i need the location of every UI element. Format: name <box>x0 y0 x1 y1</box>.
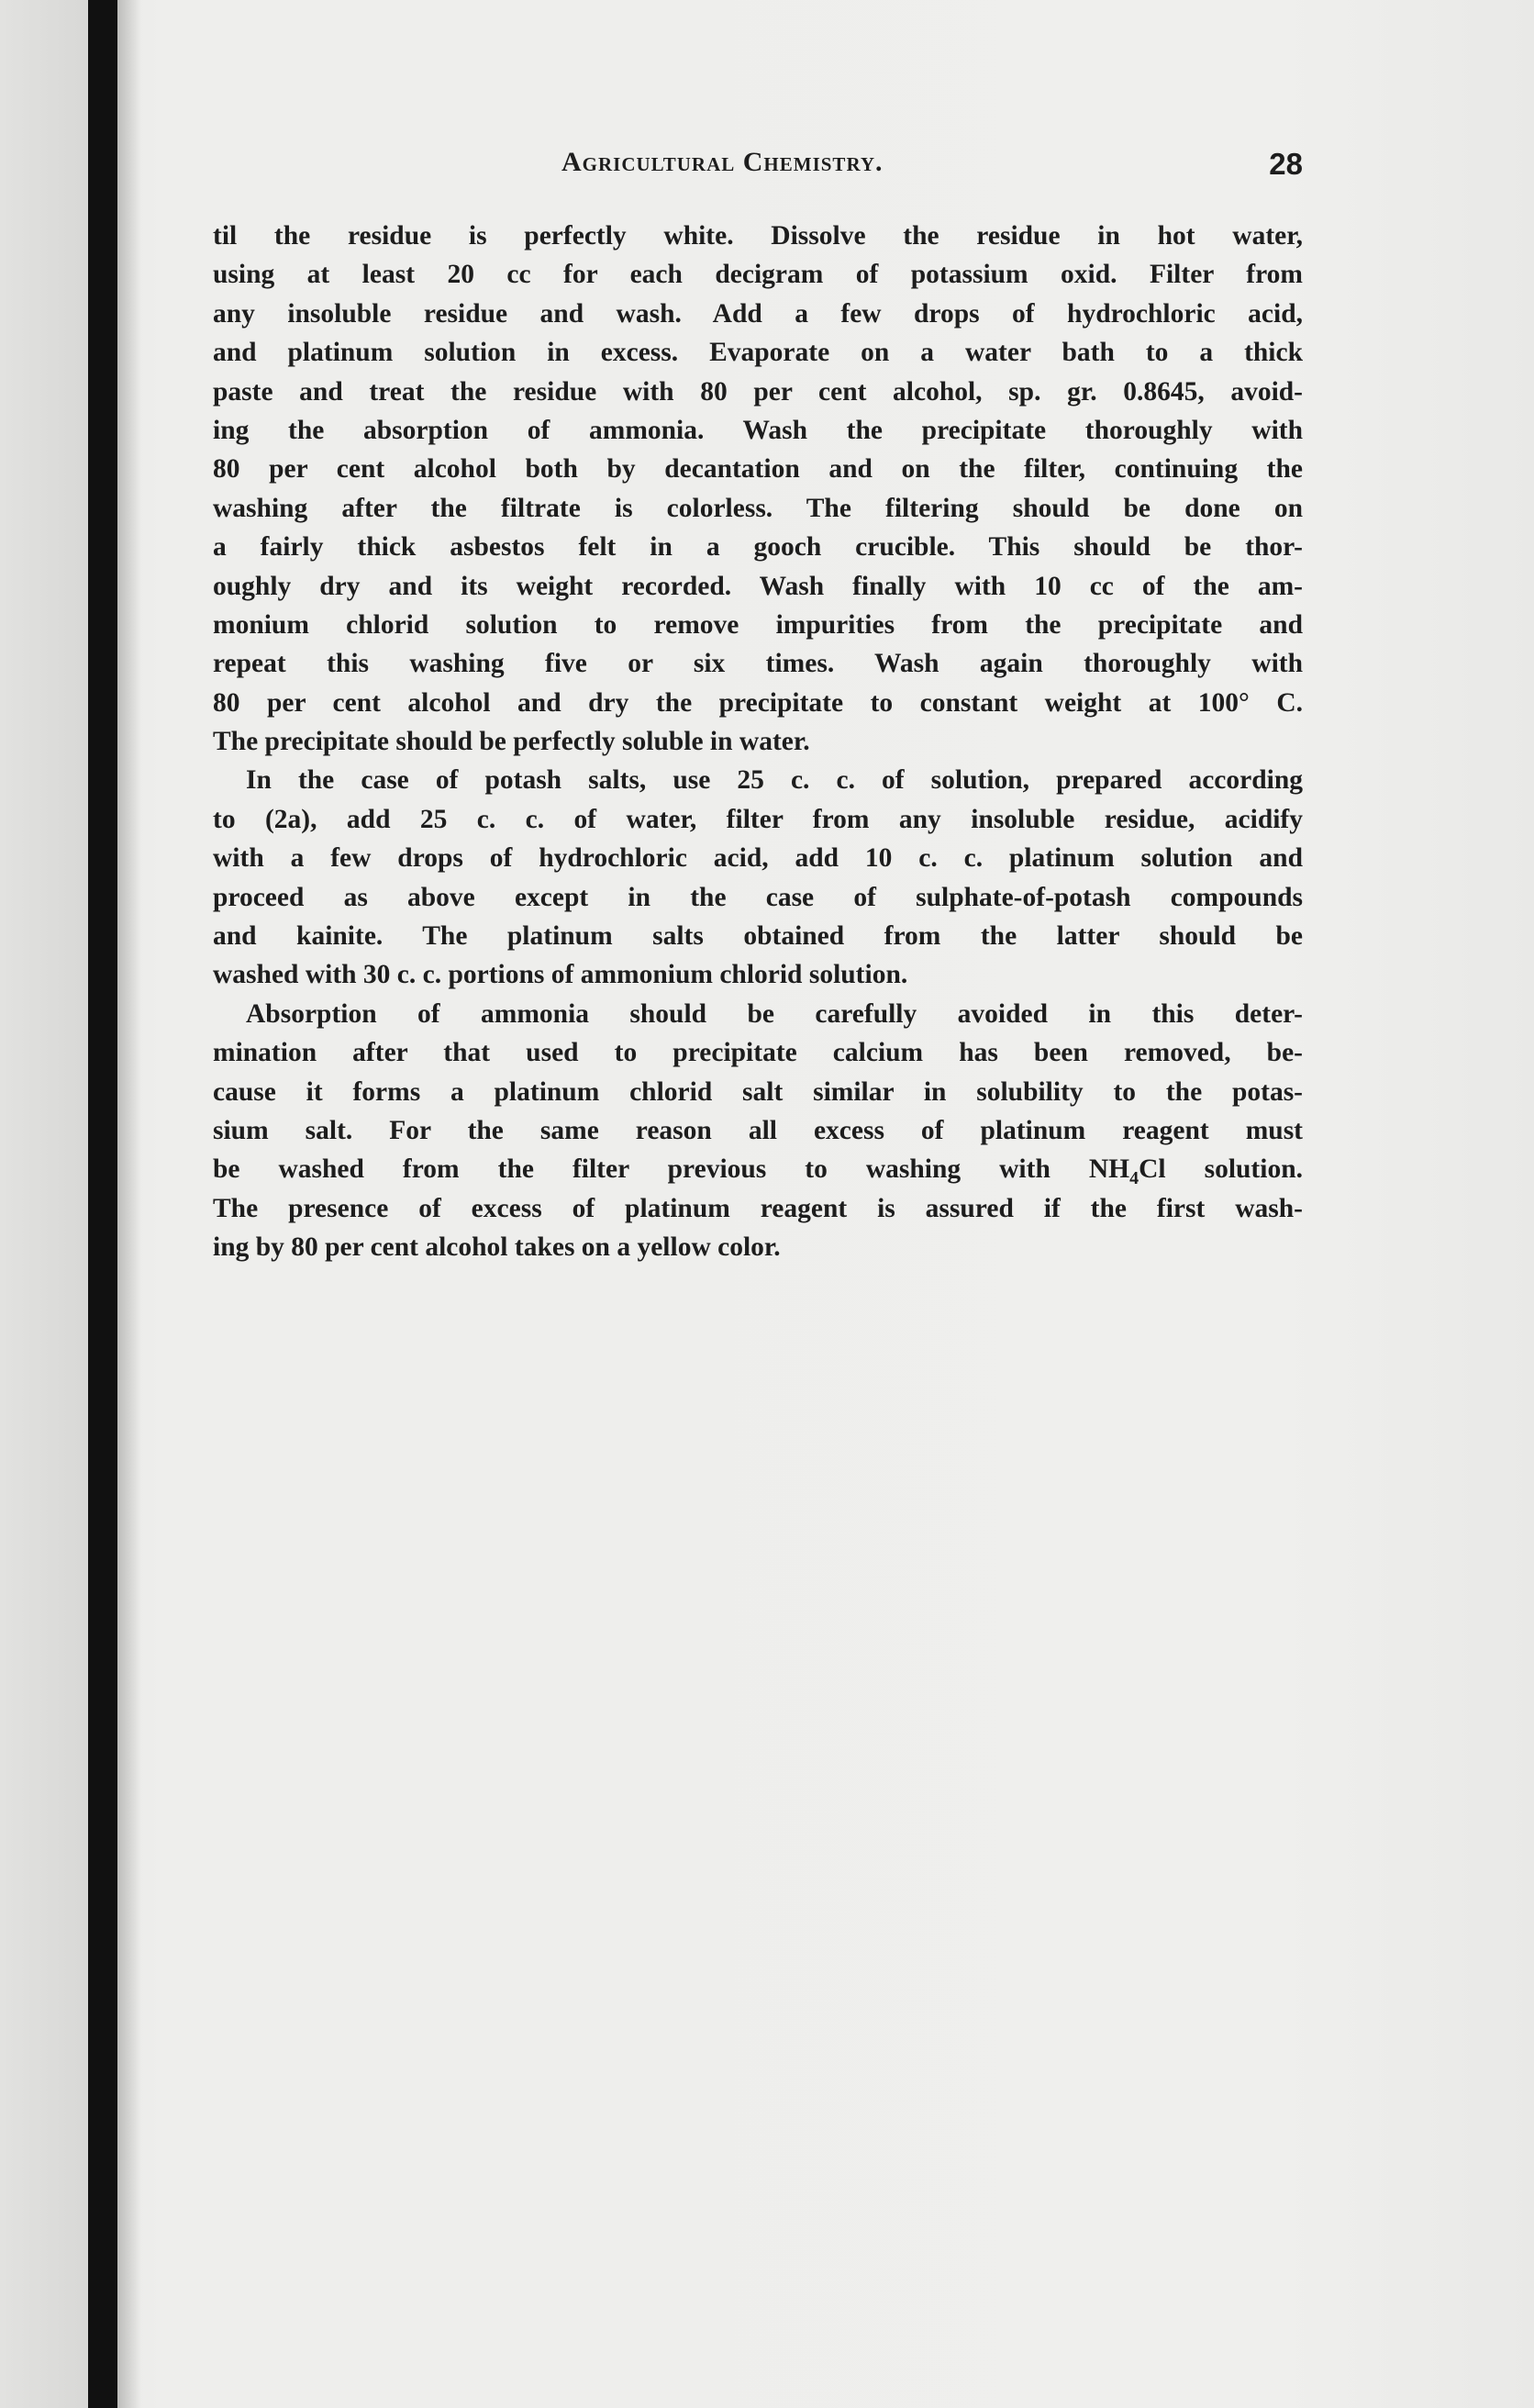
nh4cl-subscript: 4 <box>1129 1168 1139 1189</box>
text-line: til the residue is perfectly white. Dissolve the residue in hot water, <box>213 221 1303 251</box>
text-line: and kainite. The platinum salts obtained from the latter should be <box>213 921 1303 952</box>
text-line: repeat this washing five or six times. Wash again thoroughly with <box>213 649 1303 679</box>
adjacent-page-edge <box>0 0 88 2408</box>
text-line-nh4cl <box>213 1150 1303 1188</box>
text-line: Absorption of ammonia should be carefully avoided in this deter- <box>246 998 1303 1029</box>
text-line: mination after that used to precipitate calcium has been removed, be- <box>213 1038 1303 1068</box>
text-line: ing the absorption of ammonia. Wash the precipitate thoroughly with <box>213 415 1303 445</box>
body-text <box>213 217 1303 1267</box>
text-line: to (2a), add 25 c. c. of water, filter from any insoluble residue, acidify <box>213 804 1303 834</box>
text-line: oughly dry and its weight recorded. Wash finally with 10 cc of the am- <box>213 571 1303 601</box>
book-binding-edge <box>88 0 117 2408</box>
text-line: 80 per cent alcohol and dry the precipitate to constant weight at 100° C. <box>213 687 1303 718</box>
text-line: and platinum solution in excess. Evaporate on a water bath to a thick <box>213 338 1303 368</box>
gutter-shadow <box>117 0 141 2408</box>
nh4cl-text-after: Cl solution. <box>1139 1154 1303 1185</box>
page-number: 28 <box>1269 147 1303 181</box>
text-line: washed with 30 c. c. portions of ammonium chlorid solution. <box>213 960 908 990</box>
text-line: ing by 80 per cent alcohol takes on a yellow color. <box>213 1232 781 1263</box>
text-line: washing after the filtrate is colorless. The filtering should be done on <box>213 493 1303 523</box>
text-line: The precipitate should be perfectly soluble in water. <box>213 727 810 757</box>
text-line: 80 per cent alcohol both by decantation and on the filter, continuing the <box>213 454 1303 485</box>
text-line: with a few drops of hydrochloric acid, add 10 c. c. platinum solution and <box>213 843 1303 874</box>
page-header <box>213 147 1303 187</box>
nh4cl-text-before: be washed from the filter previous to washing with NH <box>213 1154 1130 1185</box>
text-line: The presence of excess of platinum reagent is assured if the first wash- <box>213 1193 1303 1223</box>
text-line: sium salt. For the same reason all excess of platinum reagent must <box>213 1115 1303 1145</box>
text-line: monium chlorid solution to remove impurities from the precipitate and <box>213 609 1303 640</box>
text-line: proceed as above except in the case of sulphate-of-potash compounds <box>213 882 1303 912</box>
text-line: using at least 20 cc for each decigram of potassium oxid. Filter from <box>213 260 1303 290</box>
text-line: In the case of potash salts, use 25 c. c. of solution, prepared according <box>246 765 1303 796</box>
text-line: a fairly thick asbestos felt in a gooch crucible. This should be thor- <box>213 532 1303 563</box>
text-line: paste and treat the residue with 80 per cent alcohol, sp. gr. 0.8645, avoid- <box>213 376 1303 407</box>
text-line: cause it forms a platinum chlorid salt similar in solubility to the potas- <box>213 1076 1303 1107</box>
text-line: any insoluble residue and wash. Add a few drops of hydrochloric acid, <box>213 298 1303 329</box>
running-head: Agricultural Chemistry. <box>561 147 884 177</box>
